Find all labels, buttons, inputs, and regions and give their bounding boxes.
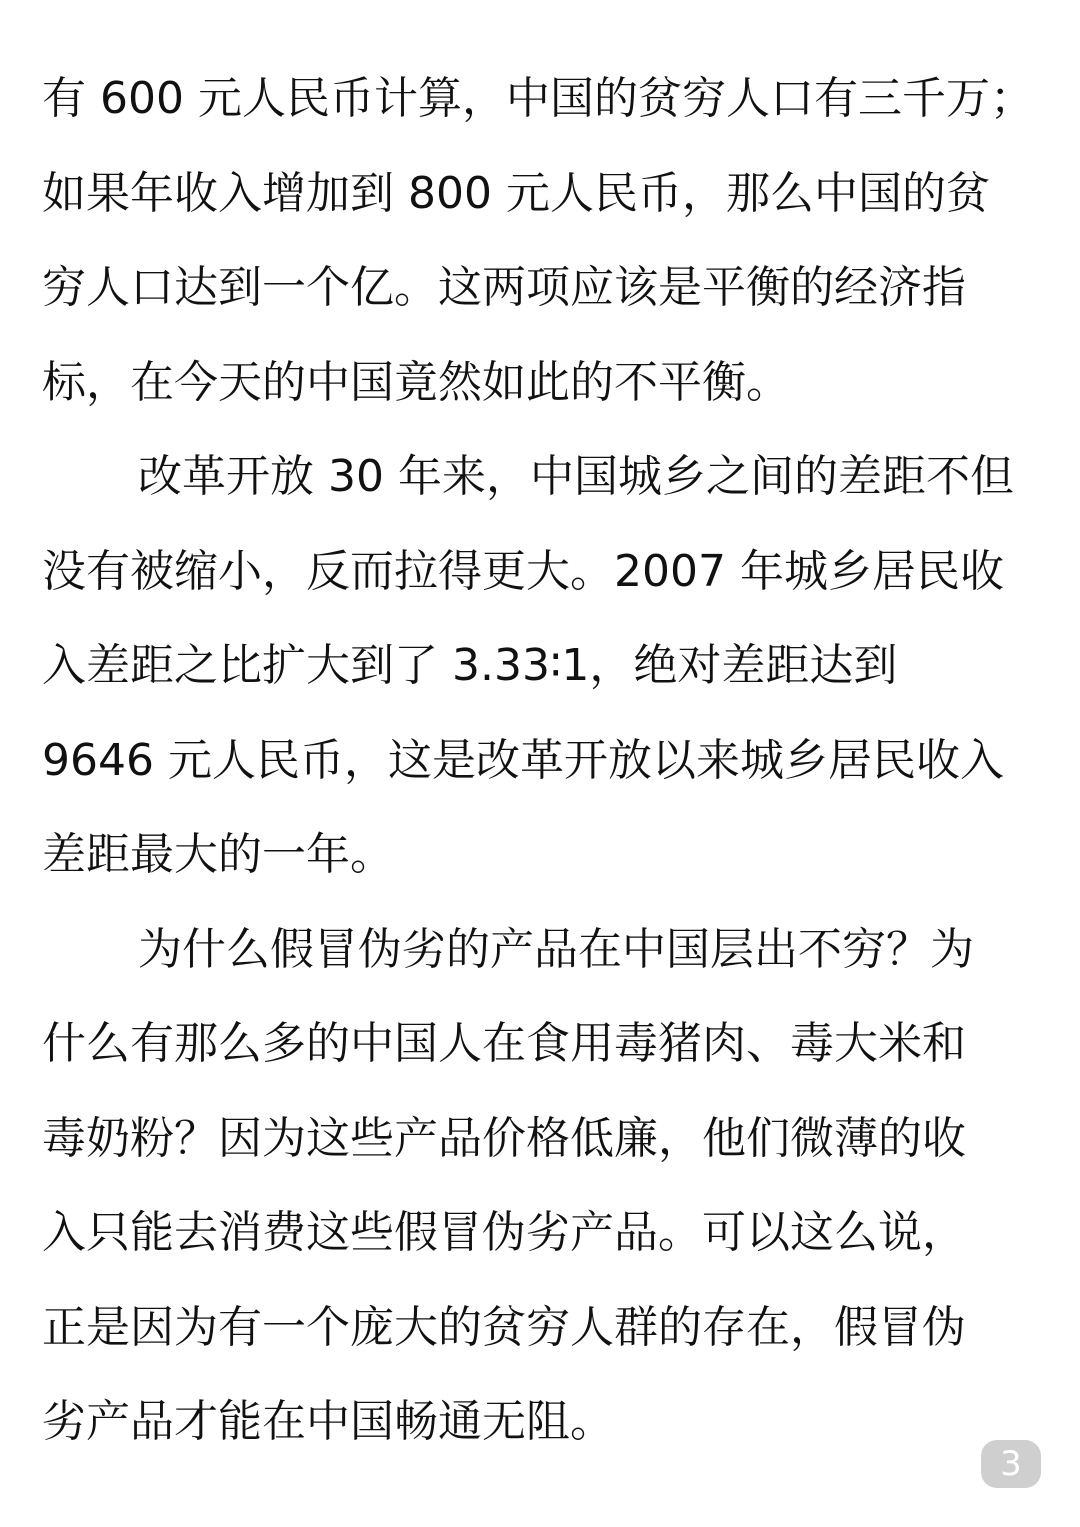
text-line: 9646 元人民币，这是改革开放以来城乡居民收入	[42, 734, 1004, 786]
text-line: 没有被缩小，反而拉得更大。2007 年城乡居民收	[42, 545, 1004, 597]
text-line: 差距最大的一年。	[42, 829, 394, 880]
text-line: 穷人口达到一个亿。这两项应该是平衡的经济指	[42, 262, 966, 313]
text-line: 劣产品才能在中国畅通无阻。	[42, 1396, 614, 1447]
document-body	[42, 52, 1038, 1470]
text-line: 如果年收入增加到 800 元人民币，那么中国的贫	[42, 167, 990, 219]
text-line: 有 600 元人民币计算，中国的贫穷人口有三千万；	[42, 73, 1034, 124]
text-line: 什么有那么多的中国人在食用毒猪肉、毒大米和	[42, 1018, 966, 1069]
paragraph-first-line: 为什么假冒伪劣的产品在中国层出不穷？为	[138, 923, 974, 975]
page-number-badge: 3	[981, 1440, 1041, 1488]
text-line: 入差距之比扩大到了 3.33∶1，绝对差距达到	[42, 640, 898, 691]
text-line: 毒奶粉？因为这些产品价格低廉，他们微薄的收	[42, 1112, 966, 1164]
paragraph-first-line: 改革开放 30 年来，中国城乡之间的差距不但	[138, 451, 1014, 502]
text-line: 入只能去消费这些假冒伪劣产品。可以这么说，	[42, 1207, 966, 1258]
text-line: 标，在今天的中国竟然如此的不平衡。	[42, 356, 790, 408]
text-line: 正是因为有一个庞大的贫穷人群的存在，假冒伪	[42, 1301, 966, 1353]
